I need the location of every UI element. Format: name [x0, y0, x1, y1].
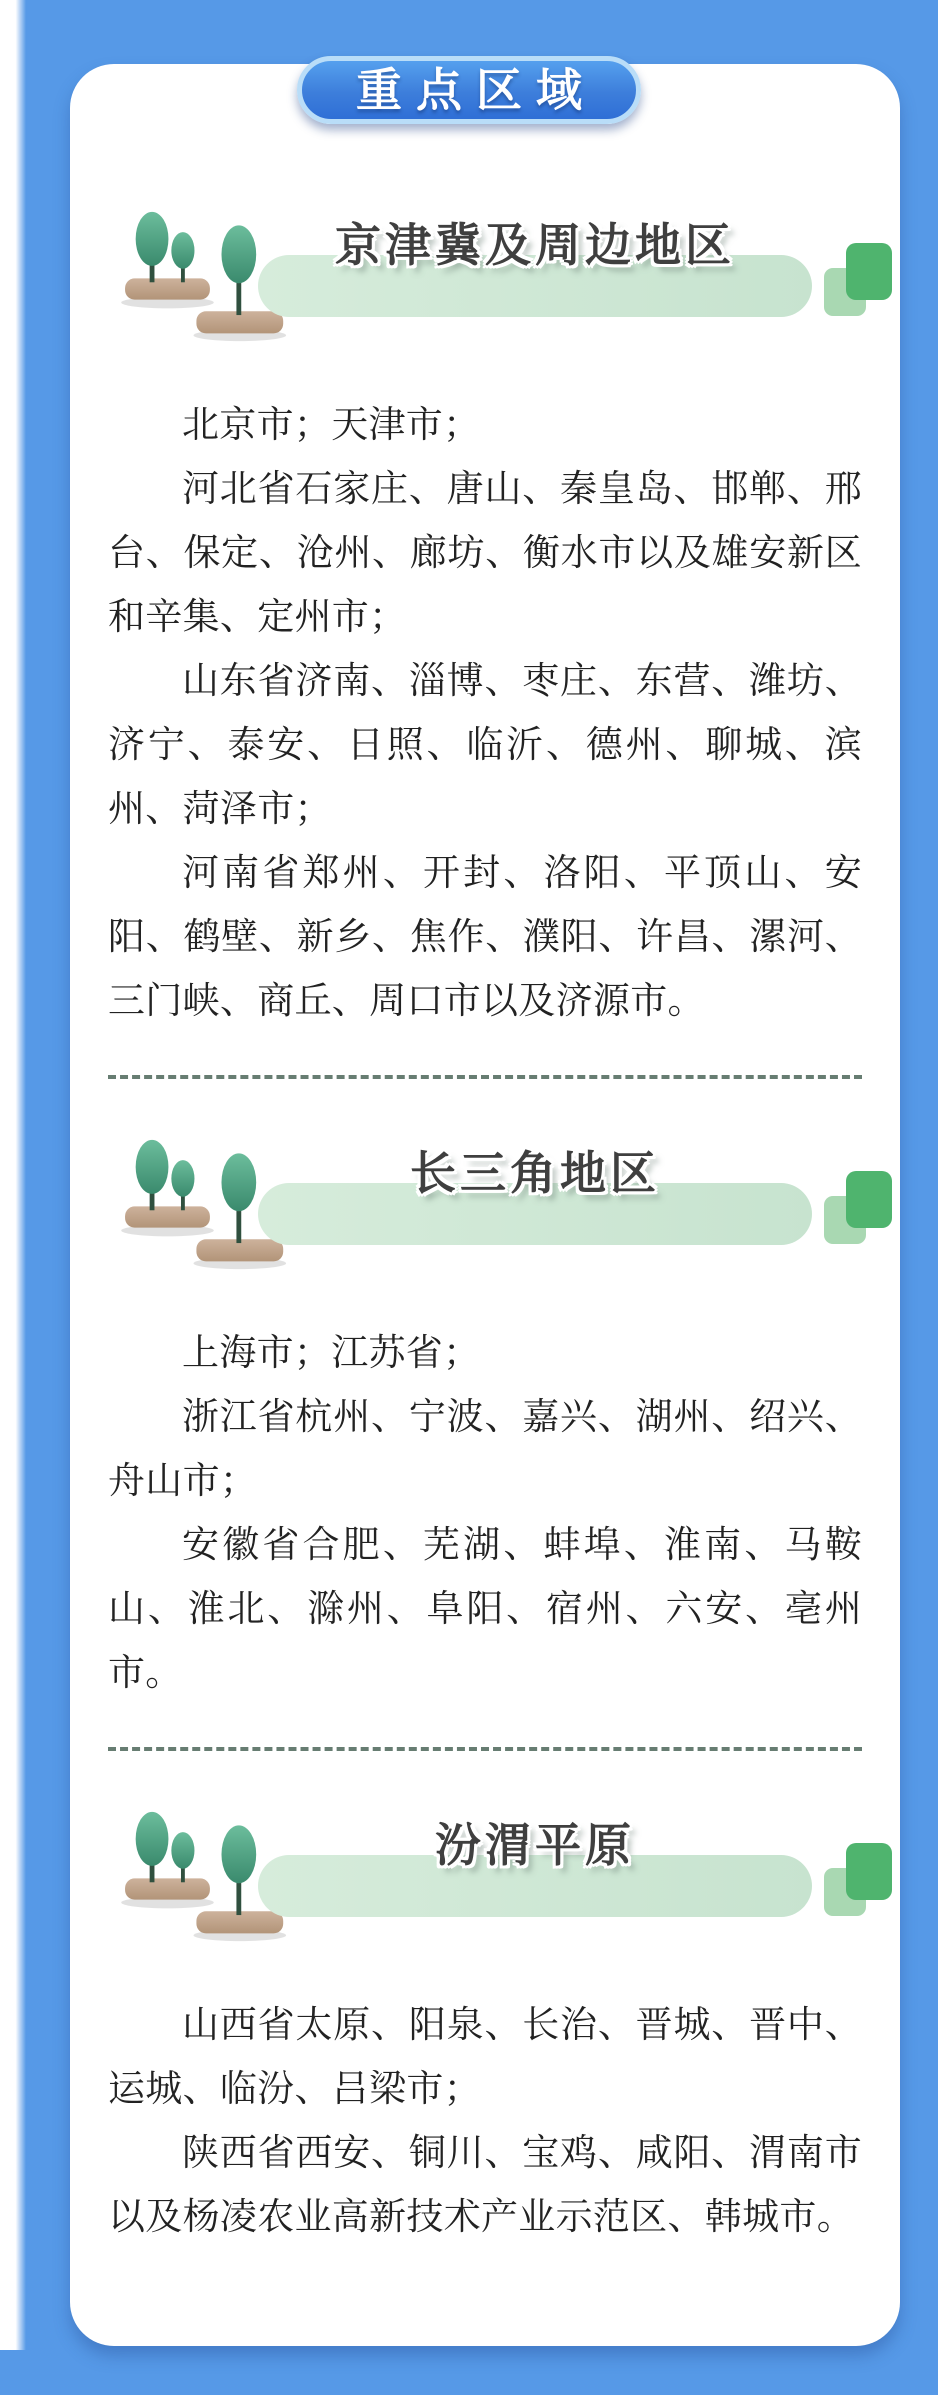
page-title: 重点区域 — [356, 64, 596, 116]
region-body — [108, 1993, 862, 2249]
green-squares-icon — [824, 243, 894, 319]
content-card — [70, 64, 900, 2346]
region-paragraph: 北京市；天津市； — [182, 404, 481, 445]
region-section-changsanjiao — [108, 1137, 862, 1705]
region-paragraph: 山东省济南、淄博、枣庄、东营、潍坊、济宁、泰安、日照、临沂、德州、聊城、滨州、菏泽市； — [108, 660, 862, 829]
region-title: 京津冀及周边地区 — [335, 219, 735, 271]
bottom-page-margin — [0, 2395, 938, 2404]
region-body — [108, 1321, 862, 1705]
region-title: 汾渭平原 — [435, 1819, 635, 1871]
page-title-banner — [297, 56, 641, 124]
region-header — [108, 1809, 862, 1941]
region-section-jingjinji — [108, 209, 862, 1033]
green-squares-icon — [824, 1843, 894, 1919]
left-page-margin — [0, 0, 26, 2350]
dashed-divider — [108, 1075, 862, 1079]
green-squares-icon — [824, 1171, 894, 1247]
region-paragraph: 上海市；江苏省； — [182, 1332, 481, 1373]
region-paragraph: 河南省郑州、开封、洛阳、平顶山、安阳、鹤壁、新乡、焦作、濮阳、许昌、漯河、三门峡、商丘、周口市以及济源市。 — [108, 852, 862, 1021]
green-square-front — [846, 243, 892, 300]
region-paragraph: 山西省太原、阳泉、长治、晋城、晋中、运城、临汾、吕梁市； — [108, 2004, 862, 2109]
region-paragraph: 河北省石家庄、唐山、秦皇岛、邯郸、邢台、保定、沧州、廊坊、衡水市以及雄安新区和辛集、定州市； — [108, 468, 862, 637]
region-header — [108, 1137, 862, 1269]
region-paragraph: 陕西省西安、铜川、宝鸡、咸阳、渭南市以及杨凌农业高新技术产业示范区、韩城市。 — [108, 2132, 862, 2237]
dashed-divider — [108, 1747, 862, 1751]
region-header — [108, 209, 862, 341]
region-paragraph: 浙江省杭州、宁波、嘉兴、湖州、绍兴、舟山市； — [108, 1396, 862, 1501]
region-title: 长三角地区 — [410, 1147, 660, 1199]
region-paragraph: 安徽省合肥、芜湖、蚌埠、淮南、马鞍山、淮北、滁州、阜阳、宿州、六安、亳州市。 — [108, 1524, 862, 1693]
region-section-fenwei — [108, 1809, 862, 2249]
green-square-front — [846, 1171, 892, 1228]
green-square-front — [846, 1843, 892, 1900]
region-body — [108, 393, 862, 1033]
